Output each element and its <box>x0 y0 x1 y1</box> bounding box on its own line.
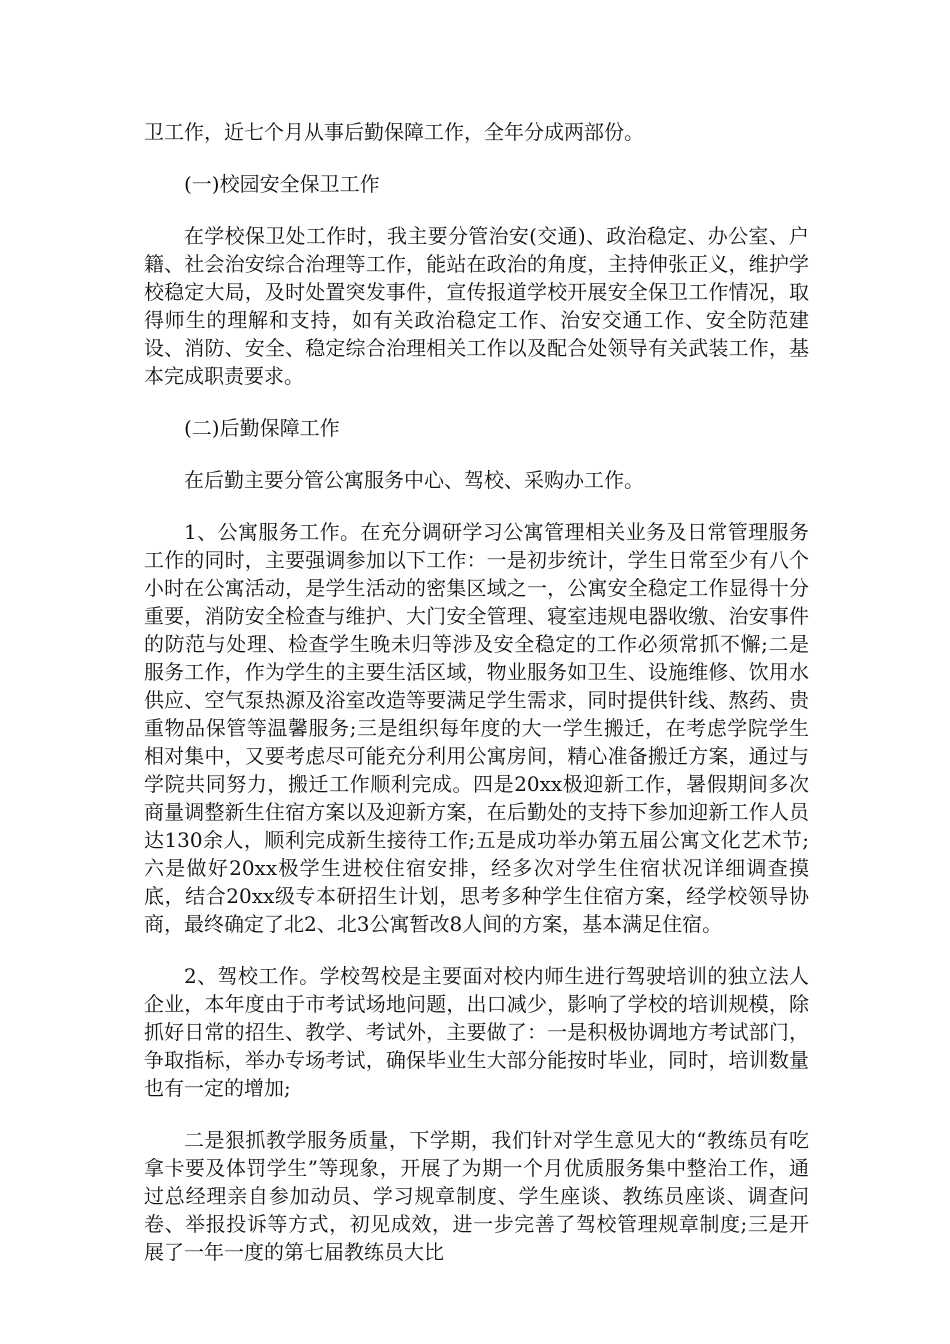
paragraph-teaching-quality: 二是狠抓教学服务质量，下学期，我们针对学生意见大的“教练员有吃拿卡要及体罚学生”等现象，开展了为期一个月优质服务集中整治工作，通过总经理亲自参加动员、学习规章制度、学生座谈、教练员座谈、调查问卷、举报投诉等方式，初见成效，进一步完善了驾校管理规章制度;三是开展了一年一度的第七届教练员大比 <box>144 1128 809 1264</box>
section-heading-logistics: (二)后勤保障工作 <box>184 416 340 440</box>
paragraph-driving-school: 2、驾校工作。学校驾校是主要面对校内师生进行驾驶培训的独立法人企业，本年度由于市考试场地问题，出口减少，影响了学校的培训规模，除抓好日常的招生、教学、考试外，主要做了：一是积极协调地方考试部门，争取指标，举办专场考试，确保毕业生大部分能按时毕业，同时，培训数量也有一定的增加; <box>144 964 809 1100</box>
section-heading-security: (一)校园安全保卫工作 <box>184 172 380 196</box>
paragraph-apartment-service: 1、公寓服务工作。在充分调研学习公寓管理相关业务及日常管理服务工作的同时，主要强调参加以下工作：一是初步统计，学生日常至少有八个小时在公寓活动，是学生活动的密集区域之一，公寓安全稳定工作显得十分重要，消防安全检查与维护、大门安全管理、寝室违规电器收缴、治安事件的防范与处理、检查学生晚未归等涉及安全稳定的工作必须常抓不懈;二是服务工作，作为学生的主要生活区域，物业服务如卫生、设施维修、饮用水供应、空气泵热源及浴室改造等要满足学生需求，同时提供针线、熬药、贵重物品保管等温馨服务;三是组织每年度的大一学生搬迁，在考虑学院学生相对集中，又要考虑尽可能充分利用公寓房间，精心准备搬迁方案，通过与学院共同努力，搬迁工作顺利完成。四是20xx极迎新工作，暑假期间多次商量调整新生住宿方案以及迎新方案，在后勤处的支持下参加迎新工作人员达130余人，顺利完成新生接待工作;五是成功举办第五届公寓文化艺术节;六是做好20xx极学生进校住宿安排，经多次对学生住宿状况详细调查摸底，结合20xx级专本研招生计划，思考多种学生住宿方案，经学校领导协商，最终确定了北2、北3公寓暂改8人间的方案，基本满足住宿。 <box>144 520 809 936</box>
paragraph-logistics-intro: 在后勤主要分管公寓服务中心、驾校、采购办工作。 <box>184 468 644 492</box>
document-body <box>144 118 809 1266</box>
paragraph-security-work: 在学校保卫处工作时，我主要分管治安(交通)、政治稳定、办公室、户籍、社会治安综合治理等工作，能站在政治的角度，主持伸张正义，维护学校稳定大局，及时处置突发事件，宣传报道学校开展安全保卫工作情况，取得师生的理解和支持，如有关政治稳定工作、治安交通工作、安全防范建设、消防、安全、稳定综合治理相关工作以及配合处领导有关武装工作，基本完成职责要求。 <box>144 224 809 388</box>
paragraph-continuation: 卫工作，近七个月从事后勤保障工作，全年分成两部份。 <box>144 120 644 144</box>
